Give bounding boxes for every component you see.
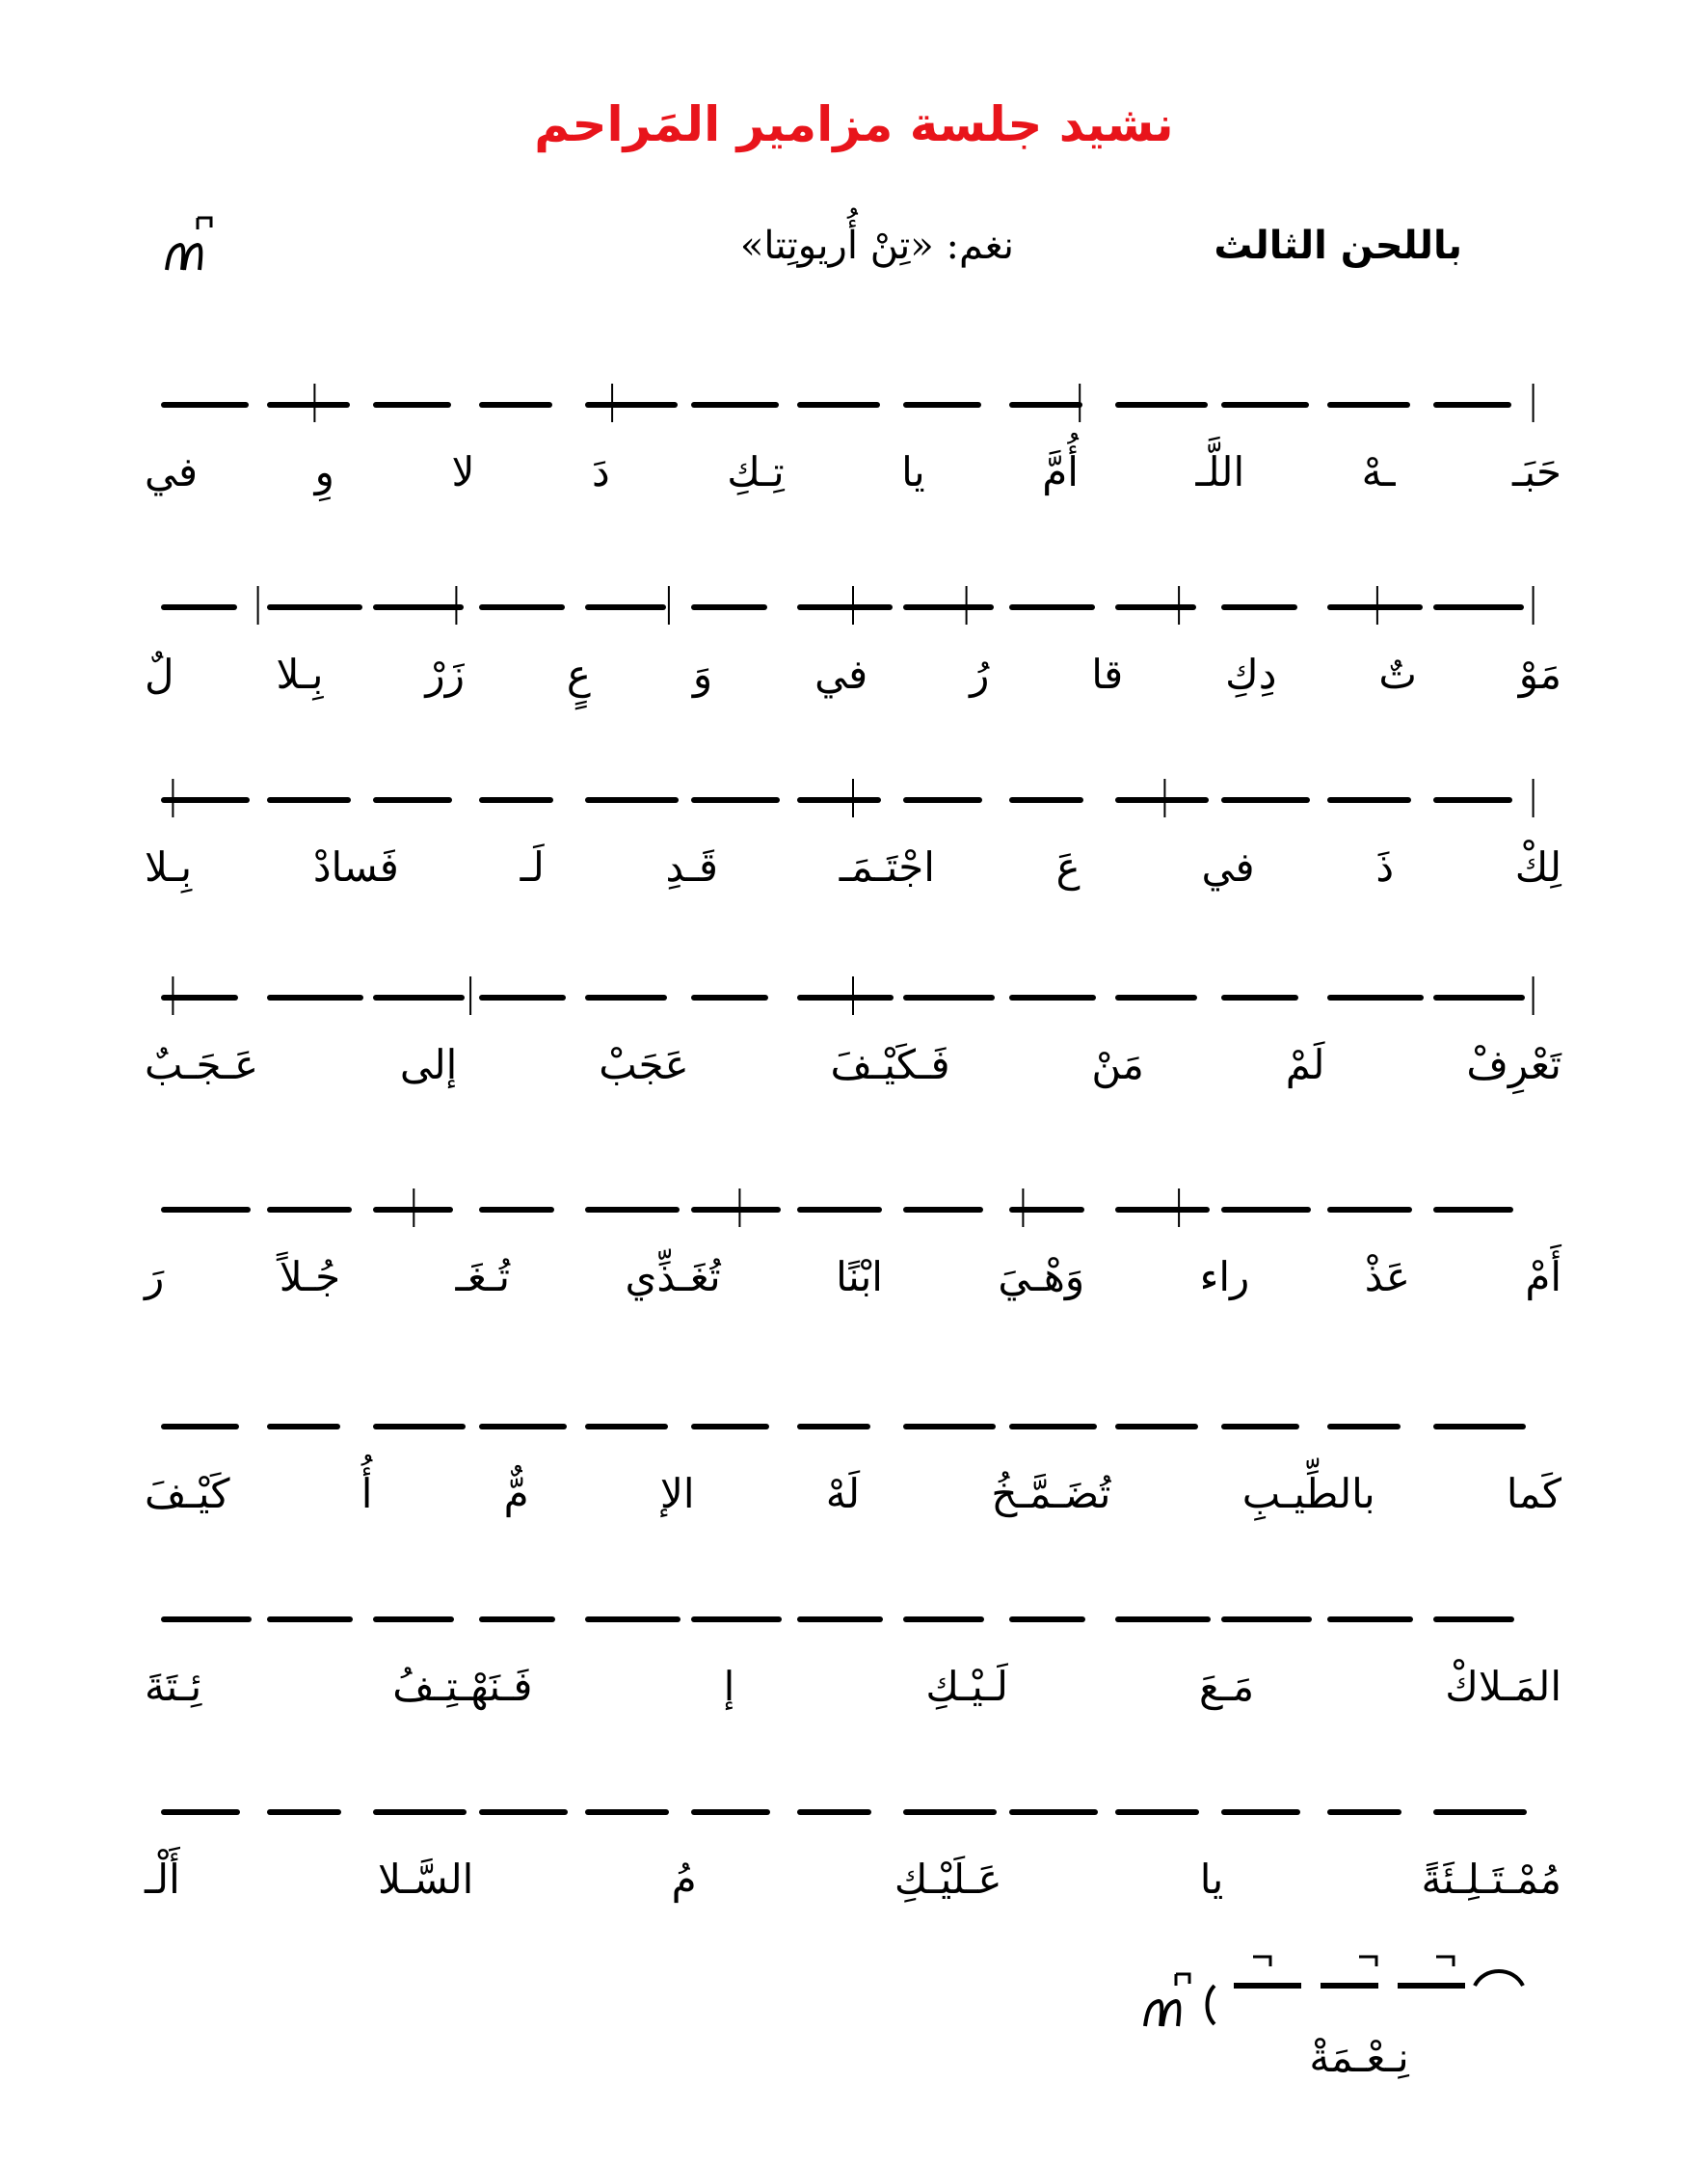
staff-system-1: [145, 347, 1561, 511]
neume-line: [145, 549, 1561, 646]
lyrics-line: تَعْرِفْ لَمْ مَنْ فَـكَيْـفَ عَجَبْ إلى عَـجَـبٌ: [145, 1041, 1561, 1088]
mode-label: باللحن الثالث: [1214, 224, 1462, 268]
neume-line: [145, 1152, 1561, 1248]
final-neume-line: [1137, 1928, 1581, 2034]
staff-system-2: [145, 549, 1561, 713]
neume-line: [145, 742, 1561, 839]
neume-line: [145, 1754, 1561, 1851]
staff-system-5: [145, 1152, 1561, 1316]
neume-line: [145, 347, 1561, 443]
lyrics-line: حَبَـ ـهْ اللَّـ أُمَّ يا تِـكِ دَ لا وِ في: [145, 448, 1561, 495]
lyrics-line: المَـلاكْ مَـعَ لَـيْـكِ إ فَـنَهْـتِـفُ ئِـتَةَ: [145, 1663, 1561, 1710]
neume-line: [145, 940, 1561, 1036]
tune-label: نغم: «تِنْ أُريوتِتا»: [739, 224, 1014, 268]
page-title: نشيد جلسة مزامير المَراحم: [534, 96, 1174, 152]
neume-line: [145, 1562, 1561, 1658]
mode-signature-icon: [1137, 1966, 1195, 2034]
neume-line: [145, 1369, 1561, 1465]
staff-system-3: [145, 742, 1561, 906]
lyrics-line: مَوْ تٌ دِكِ قا رُ في وَ عٍ زَرْ بِـلا لٌ: [145, 651, 1561, 698]
final-lyric: نِـعْـمَةْ: [1309, 2034, 1409, 2081]
lyrics-line: أَمْ عَذْ راء وَهْـيَ ابْنًا تُغَـذِّي تُـغَـ جُـلاً رَ: [145, 1253, 1561, 1300]
staff-system-6: [145, 1369, 1561, 1533]
lyrics-line: مُمْـتَـلِـئَةً يا عَـلَيْـكِ مُ السَّـلا أَلْـ: [145, 1856, 1561, 1903]
staff-system-7: [145, 1562, 1561, 1725]
lyrics-line: لِكْ ذَ في عَ اجْتَـمَـ قَـدِ لَـ فَسادْ بِـلا: [145, 843, 1561, 891]
staff-system-8: [145, 1754, 1561, 1918]
staff-system-4: [145, 940, 1561, 1104]
lyrics-line: كَما بالطِّيـبِ تُضَـمَّـخُ لَهْ الإ مٌّ أُ كَيْـفَ: [145, 1470, 1561, 1517]
mode-signature-icon: [159, 210, 217, 278]
